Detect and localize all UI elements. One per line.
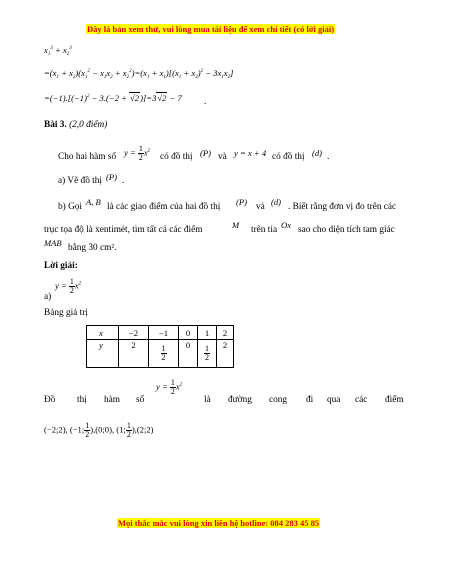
part-b-3: và (256, 202, 265, 212)
graph-word: các (355, 395, 368, 405)
graph-word: điểm (385, 395, 404, 405)
graph-word: Đồ (44, 395, 56, 405)
part-b-line2-1: trục tọa độ là xentimét, tìm tất cả các điểm (44, 225, 203, 235)
graph-d-label-2: (d) (271, 197, 282, 207)
math-line-2: $=(x_1 + x_2)(x_1^2 - x_1x_2 + x_2^2)=(x_1 + x_1)[(x_1 + x_2)^2 - 3x_1x_2]$ (44, 68, 234, 80)
graph-word: hàm (104, 395, 121, 405)
part-a-text: a) Vẽ đồ thị (58, 176, 102, 186)
graph-word: thị (77, 395, 87, 405)
value-table (86, 325, 234, 368)
table-cell: −1 (149, 326, 179, 340)
triangle-MAB: MAB (44, 238, 62, 248)
table-cell: 2 (119, 340, 149, 368)
table-cell: 0 (179, 340, 198, 368)
graph-word: số (136, 395, 145, 405)
intro-b: có đồ thị (160, 152, 193, 162)
part-b-line3: bằng 30 cm². (68, 243, 117, 253)
graph-P-label-3: (P) (236, 197, 247, 207)
graph-word: đường (228, 395, 252, 405)
graph-eq-parabola: y = $\frac{1}{2}$ $x^2$ (156, 378, 183, 396)
graph-P-label-1: (P) (200, 148, 211, 158)
part-b-4: . Biết rằng đơn vị đo trên các (288, 202, 397, 212)
table-cell: 0 (179, 326, 198, 340)
solution-part-a-label: a) (44, 292, 52, 302)
table-cell: 1 (198, 326, 217, 340)
table-row-x (87, 326, 234, 340)
point-M: M (232, 220, 240, 230)
intro-end: . (327, 152, 330, 162)
solution-heading: Lời giải: (44, 261, 78, 271)
ray-Ox: Ox (281, 220, 292, 230)
part-b-line2-3: sao cho diện tích tam giác (298, 225, 395, 235)
graph-word: đi (306, 395, 314, 405)
graph-d-label-1: (d) (312, 148, 323, 158)
table-header-y: y (87, 340, 119, 368)
graph-word: là (204, 395, 211, 405)
intro-a: Cho hai hàm số (58, 152, 117, 162)
eq-line: y = x + 4 (234, 148, 267, 158)
part-b-2: là các giao điểm của hai đồ thị (107, 202, 221, 212)
table-row-y (87, 340, 234, 368)
part-a-end: . (122, 176, 125, 186)
table-cell: −2 (119, 326, 149, 340)
problem-heading: Bài 3. (2,0 điểm) (44, 120, 108, 130)
graph-word: cong (269, 395, 288, 405)
graph-word: qua (327, 395, 341, 405)
graph-P-label-2: (P) (106, 172, 117, 182)
table-cell-fraction: $\frac{1}{2}$ (149, 340, 179, 368)
table-cell-fraction: $\frac{1}{2}$ (198, 340, 217, 368)
eq-parabola: y = $\frac{1}{2}$ $x^2$ (124, 144, 151, 162)
part-b-AB: A, B (86, 197, 101, 207)
intro-c: và (218, 152, 227, 162)
table-header-x: x (87, 326, 119, 340)
math-line-3: $=(-1).[(-1)^2 - 3.(-2 + √2)]=3√2 - 7$ (44, 93, 182, 103)
hotline-footer: Mọi thắc mắc vui lòng xin liên hệ hotline: 084 283 45 85 (118, 518, 320, 528)
part-b-1: b) Gọi (58, 202, 83, 212)
table-cell: 2 (217, 340, 234, 368)
solution-eq-parabola: y = $\frac{1}{2}$ $x^2$ (55, 277, 82, 295)
part-b-line2-2: trên tia (251, 225, 278, 235)
math-line-1: $x_1^3 + x_2^3$ (44, 45, 72, 57)
points-list: (−2;2), (−1; $\frac{1}{2}$ ),(0;0), (1; $\frac{1}{2}$ ),(2;2) (44, 421, 154, 439)
intro-d: có đồ thị (272, 152, 305, 162)
math-line-3-end: . (204, 97, 207, 107)
preview-banner: Đây là bản xem thử, vui lòng mua tài liệu để xem chi tiết (có lời giải) (87, 24, 335, 34)
table-cell: 2 (217, 326, 234, 340)
value-table-label: Bảng giá trị (44, 308, 88, 318)
